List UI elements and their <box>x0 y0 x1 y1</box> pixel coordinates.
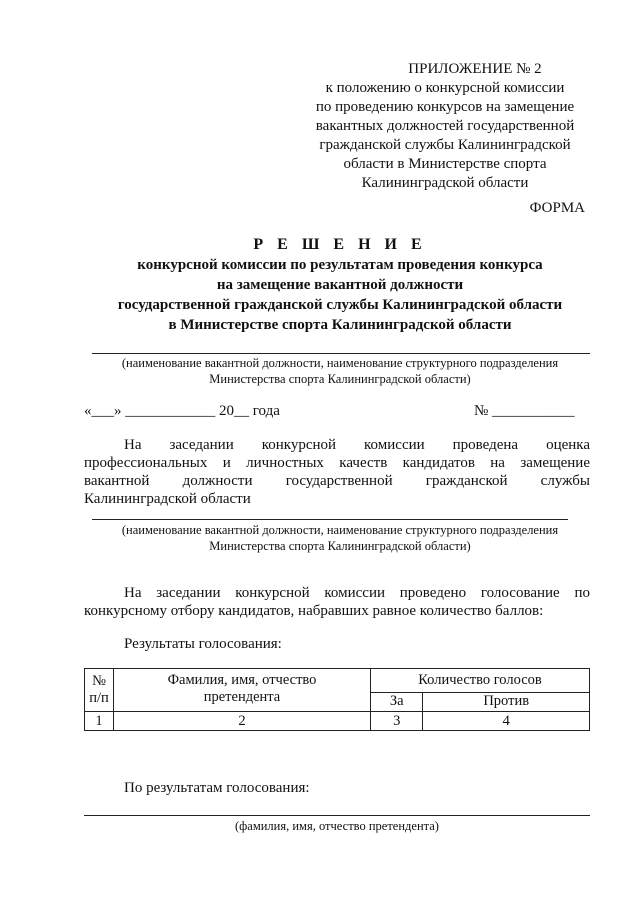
table-cell[interactable]: 4 <box>423 712 590 731</box>
paragraph-evaluation <box>84 436 590 508</box>
header-text: Фамилия, имя, отчество <box>167 672 317 688</box>
title-line: в Министерстве спорта Калининградской области <box>168 317 512 333</box>
title-main: Р Е Ш Е Н И Е <box>253 236 427 253</box>
table-cell[interactable]: 3 <box>371 712 423 731</box>
paragraph-line: вакантной должности государственной гражданской службы <box>84 473 590 489</box>
vote-result-label: По результатам голосования: <box>124 780 310 796</box>
results-label: Результаты голосования: <box>124 636 282 652</box>
table-cell[interactable]: 1 <box>85 712 114 731</box>
header-text: п/п <box>89 690 109 706</box>
date-field[interactable]: «___» ____________ 20__ года <box>84 403 280 419</box>
form-label: ФОРМА <box>529 200 585 216</box>
position-caption-2 <box>90 522 590 554</box>
appendix-line: области в Министерстве спорта <box>343 156 547 172</box>
document-title <box>90 235 590 335</box>
position-name-line-2[interactable] <box>92 519 568 520</box>
header-text: № <box>92 673 106 689</box>
caption-line: (наименование вакантной должности, наименование структурного подразделения <box>121 523 559 537</box>
appendix-line: Калининградской области <box>361 175 529 191</box>
title-line: на замещение вакантной должности <box>216 277 464 293</box>
col-against-header: Против <box>423 692 590 711</box>
col-name-header <box>114 669 371 712</box>
appendix-line: вакантных должностей государственной <box>315 118 575 134</box>
caption-line: Министерства спорта Калининградской области) <box>209 539 471 553</box>
col-for-header: За <box>371 692 423 711</box>
paragraph-line: На заседании конкурсной комиссии проведена оценка <box>124 437 590 453</box>
paragraph-line: Калининградской области <box>84 491 251 507</box>
candidate-caption: (фамилия, имя, отчество претендента) <box>235 819 439 833</box>
paragraph-line: профессиональных и личностных качеств кандидатов на замещение <box>84 455 590 471</box>
appendix-number: ПРИЛОЖЕНИЕ № 2 <box>408 61 542 77</box>
header-text: претендента <box>203 689 281 705</box>
table-cell[interactable]: 2 <box>114 712 371 731</box>
table-header-row <box>85 669 590 693</box>
candidate-name-line[interactable] <box>84 815 590 816</box>
appendix-header <box>300 60 590 193</box>
appendix-line: по проведению конкурсов на замещение <box>315 99 575 115</box>
caption-line: (наименование вакантной должности, наименование структурного подразделения <box>121 356 559 370</box>
number-field[interactable]: № ___________ <box>474 403 575 419</box>
paragraph-line: конкурсному отбору кандидатов, набравших равное количество баллов: <box>84 603 544 619</box>
table-row <box>85 712 590 731</box>
appendix-line: к положению о конкурсной комиссии <box>325 80 565 96</box>
title-line: государственной гражданской службы Калининградской области <box>117 297 563 313</box>
col-votes-header: Количество голосов <box>371 669 590 693</box>
appendix-line: гражданской службы Калининградской <box>319 137 571 153</box>
caption-line: Министерства спорта Калининградской области) <box>209 372 471 386</box>
title-line: конкурсной комиссии по результатам проведения конкурса <box>137 257 543 273</box>
position-caption <box>90 355 590 387</box>
paragraph-line: На заседании конкурсной комиссии проведено голосование по <box>124 585 590 601</box>
voting-results-table <box>84 668 590 731</box>
paragraph-voting <box>84 584 590 620</box>
col-number-header <box>85 669 114 712</box>
position-name-line[interactable] <box>92 353 590 354</box>
